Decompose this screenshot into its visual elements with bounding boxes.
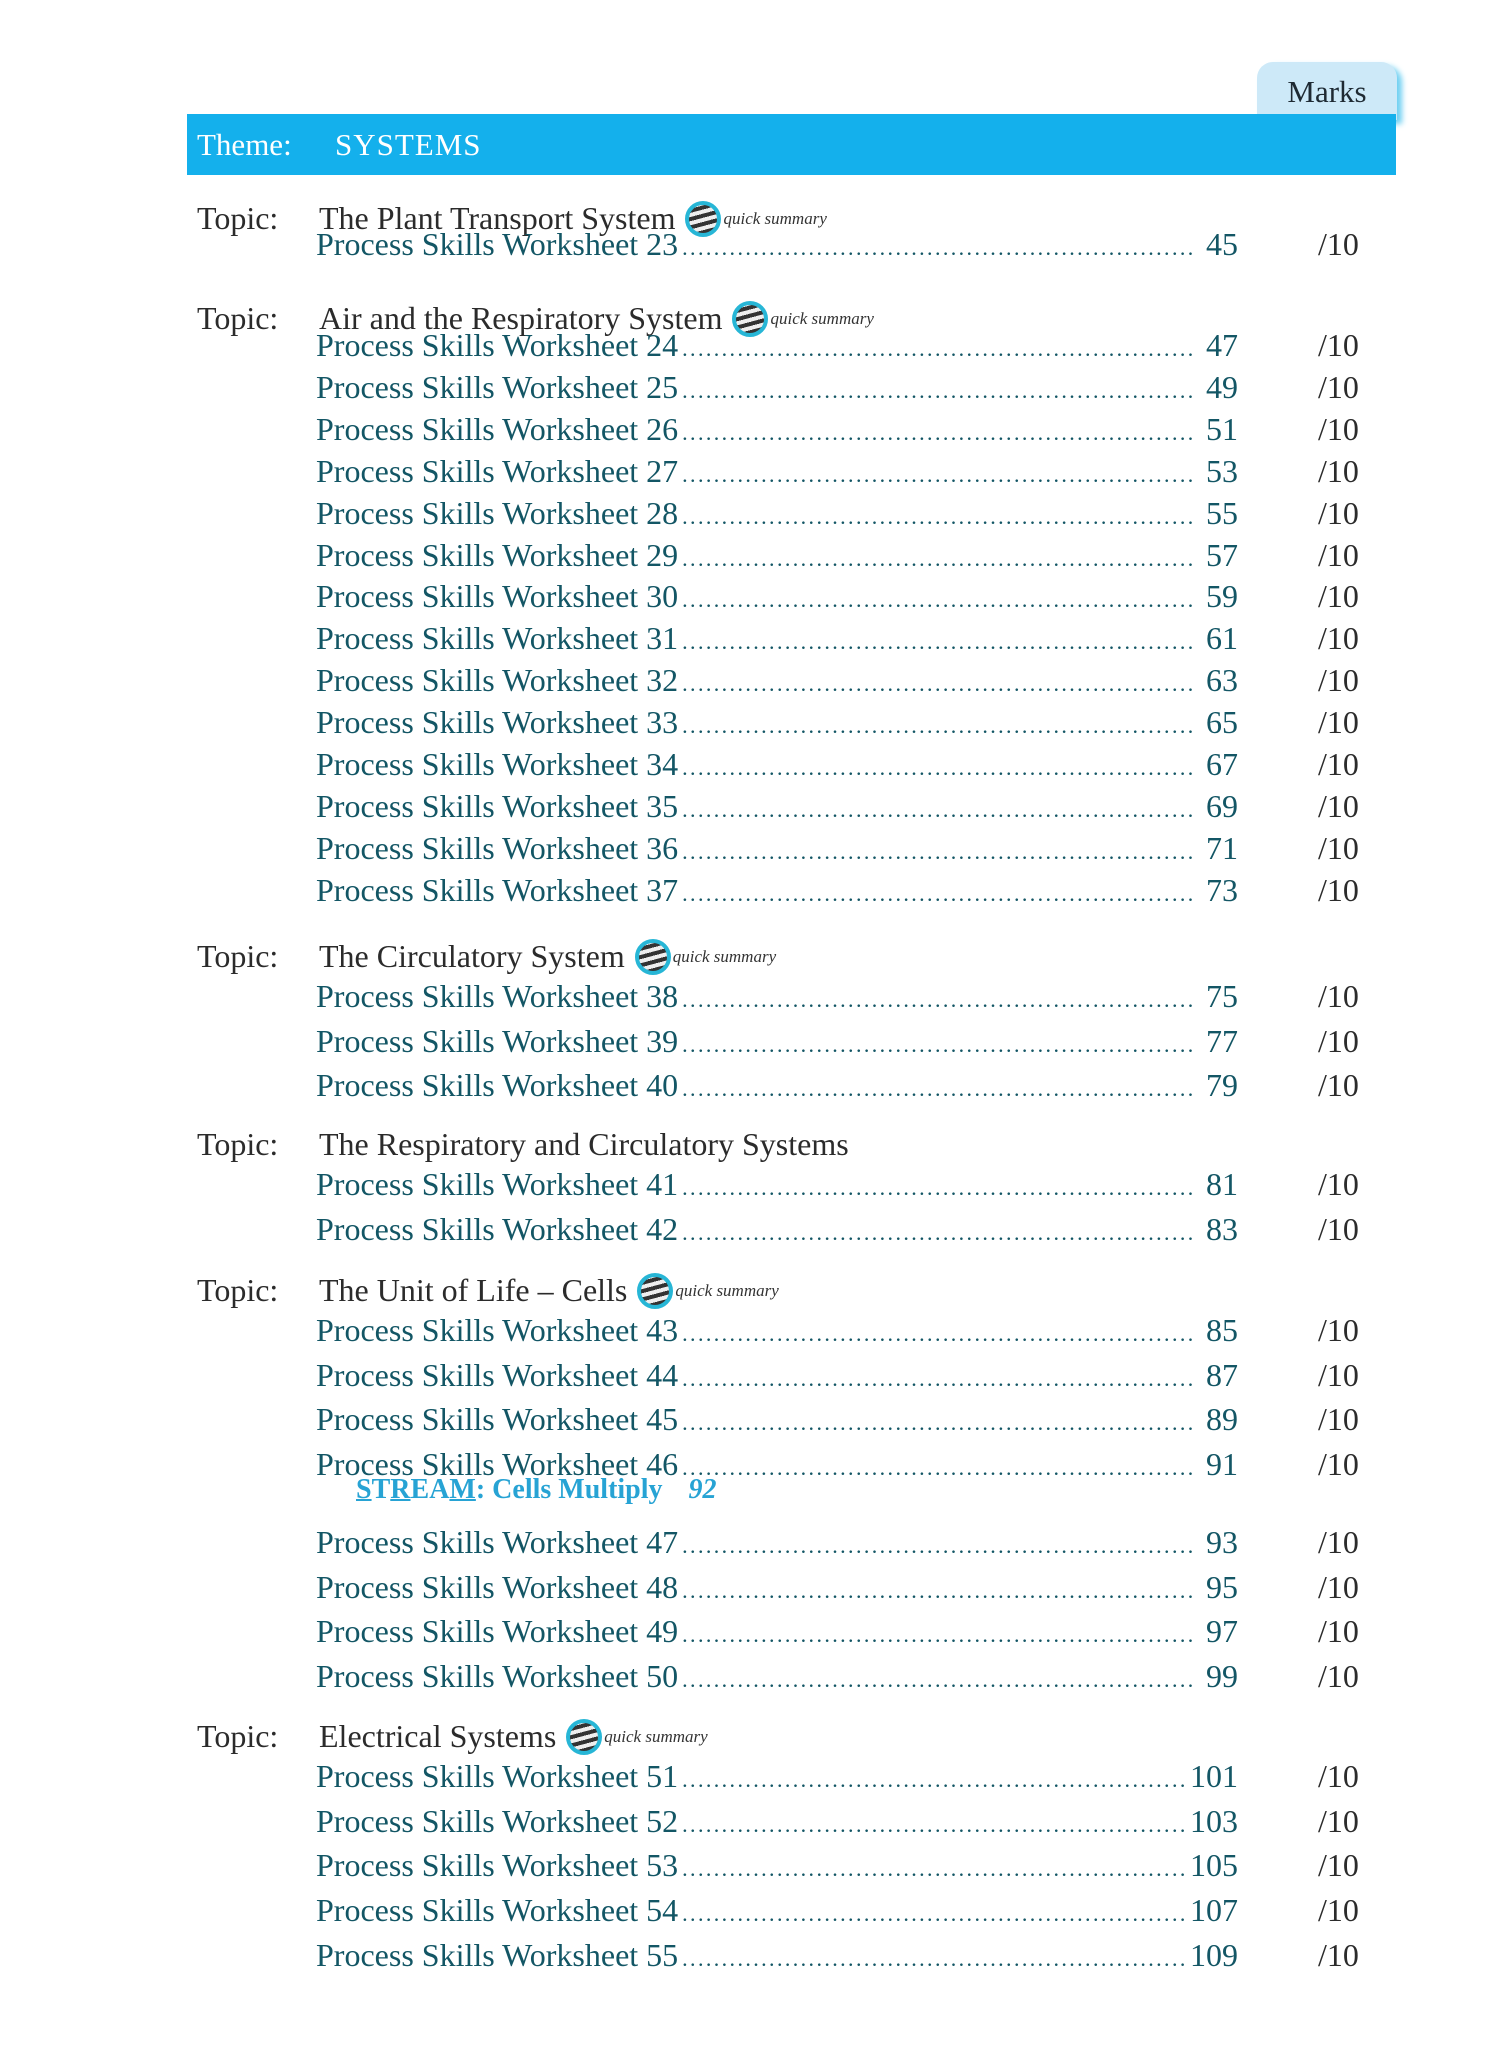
marks-field: /10 (1318, 1523, 1359, 1560)
stream-letter: E (410, 1474, 430, 1505)
worksheet-page-number: 99 (1206, 1657, 1238, 1694)
worksheet-entry[interactable] (316, 327, 1238, 367)
marks-field: /10 (1318, 620, 1359, 657)
topic-label: Topic: (197, 300, 279, 336)
marks-field: /10 (1318, 704, 1359, 741)
marks-field: /10 (1318, 494, 1359, 531)
dot-leader (682, 235, 1194, 261)
worksheet-entry[interactable] (316, 1758, 1238, 1798)
worksheet-page-number: 87 (1206, 1356, 1238, 1393)
topic-label: Topic: (197, 938, 279, 974)
dot-leader (682, 1175, 1194, 1201)
worksheet-title: Process Skills Worksheet 46 (316, 1446, 679, 1483)
worksheet-entry[interactable] (316, 1613, 1238, 1653)
quick-summary-label: quick summary (604, 1726, 708, 1746)
theme-label: Theme: (197, 127, 292, 162)
worksheet-title: Process Skills Worksheet 36 (316, 829, 679, 866)
worksheet-title: Process Skills Worksheet 43 (316, 1312, 679, 1348)
worksheet-entry[interactable] (316, 1211, 1238, 1251)
marks-field: /10 (1318, 1312, 1359, 1348)
worksheet-title: Process Skills Worksheet 35 (316, 787, 679, 824)
worksheet-entry[interactable] (316, 1569, 1238, 1609)
worksheet-title: Process Skills Worksheet 28 (316, 494, 679, 531)
topic-label: Topic: (197, 1126, 279, 1162)
worksheet-title: Process Skills Worksheet 42 (316, 1211, 679, 1247)
worksheet-page-number: 47 (1206, 327, 1238, 363)
worksheet-page-number: 59 (1206, 578, 1238, 615)
worksheet-entry[interactable] (316, 1524, 1238, 1564)
dot-leader (682, 378, 1194, 404)
worksheet-title: Process Skills Worksheet 44 (316, 1356, 679, 1393)
stream-letter: A (429, 1474, 450, 1505)
worksheet-title: Process Skills Worksheet 55 (316, 1936, 679, 1973)
quick-summary-icon (566, 1719, 602, 1755)
marks-field: /10 (1318, 1211, 1359, 1247)
worksheet-title: Process Skills Worksheet 32 (316, 662, 679, 699)
dot-leader (682, 1366, 1194, 1392)
worksheet-title: Process Skills Worksheet 34 (316, 746, 679, 782)
worksheet-entry[interactable] (316, 1357, 1238, 1397)
quick-summary-link[interactable] (635, 939, 776, 975)
stream-letter: S (356, 1474, 372, 1505)
marks-column-header (1257, 62, 1397, 120)
worksheet-page-number: 61 (1206, 620, 1238, 657)
worksheet-title: Process Skills Worksheet 51 (316, 1758, 679, 1794)
worksheet-entry[interactable] (316, 1312, 1238, 1352)
marks-field: /10 (1318, 1166, 1359, 1202)
topic-title: The Respiratory and Circulatory Systems (319, 1126, 849, 1162)
marks-field: /10 (1318, 1067, 1359, 1104)
marks-label: Marks (1287, 74, 1367, 109)
dot-leader (682, 881, 1194, 907)
dot-leader (682, 1667, 1194, 1693)
theme-title: SYSTEMS (335, 127, 482, 162)
marks-field: /10 (1318, 662, 1359, 699)
quick-summary-label: quick summary (723, 208, 827, 228)
marks-field: /10 (1318, 871, 1359, 908)
worksheet-entry[interactable] (316, 746, 1238, 786)
worksheet-entry[interactable] (316, 226, 1238, 266)
worksheet-title: Process Skills Worksheet 39 (316, 1022, 679, 1059)
marks-field: /10 (1318, 578, 1359, 615)
marks-field: /10 (1318, 1847, 1359, 1884)
worksheet-entry[interactable] (316, 704, 1238, 744)
dot-leader (682, 420, 1194, 446)
marks-field: /10 (1318, 1613, 1359, 1650)
topic-title: The Circulatory System (319, 938, 625, 974)
worksheet-page-number: 49 (1206, 368, 1238, 405)
worksheet-page-number: 81 (1206, 1166, 1238, 1202)
topic-title: Electrical Systems (319, 1718, 557, 1754)
dot-leader (682, 1901, 1186, 1927)
marks-field: /10 (1318, 536, 1359, 573)
dot-leader (682, 797, 1194, 823)
worksheet-entry[interactable] (316, 1401, 1238, 1441)
worksheet-page-number: 55 (1206, 494, 1238, 531)
worksheet-entry[interactable] (316, 411, 1238, 451)
topic-title: The Unit of Life – Cells (319, 1272, 628, 1308)
worksheet-title: Process Skills Worksheet 24 (316, 327, 679, 363)
stream-page-number: 92 (688, 1474, 717, 1505)
worksheet-title: Process Skills Worksheet 27 (316, 452, 679, 489)
worksheet-page-number: 97 (1206, 1613, 1238, 1650)
dot-leader (682, 629, 1194, 655)
worksheet-page-number: 93 (1206, 1523, 1238, 1560)
worksheet-title: Process Skills Worksheet 30 (316, 578, 679, 615)
worksheet-page-number: 107 (1190, 1892, 1238, 1929)
quick-summary-label: quick summary (675, 1280, 779, 1300)
worksheet-title: Process Skills Worksheet 47 (316, 1523, 679, 1560)
topic-label: Topic: (197, 200, 279, 236)
dot-leader (682, 546, 1194, 572)
marks-field: /10 (1318, 829, 1359, 866)
worksheet-entry[interactable] (316, 872, 1238, 912)
stream-letter: M (449, 1474, 476, 1505)
worksheet-entry[interactable] (316, 537, 1238, 577)
worksheet-page-number: 85 (1206, 1312, 1238, 1348)
topic-title: Air and the Respiratory System (319, 300, 723, 336)
quick-summary-icon (637, 1273, 673, 1309)
marks-field: /10 (1318, 327, 1359, 363)
marks-field: /10 (1318, 226, 1359, 262)
dot-leader (682, 1533, 1194, 1559)
worksheet-page-number: 75 (1206, 978, 1238, 1014)
worksheet-page-number: 51 (1206, 410, 1238, 447)
marks-field: /10 (1318, 1022, 1359, 1059)
marks-field: /10 (1318, 1936, 1359, 1973)
worksheet-page-number: 101 (1190, 1758, 1238, 1794)
worksheet-page-number: 63 (1206, 662, 1238, 699)
quick-summary-link[interactable] (566, 1719, 707, 1755)
dot-leader (682, 1812, 1186, 1838)
marks-field: /10 (1318, 410, 1359, 447)
stream-letter: R (390, 1474, 411, 1505)
worksheet-title: Process Skills Worksheet 41 (316, 1166, 679, 1202)
worksheet-title: Process Skills Worksheet 50 (316, 1657, 679, 1694)
worksheet-title: Process Skills Worksheet 48 (316, 1568, 679, 1605)
worksheet-entry[interactable] (316, 369, 1238, 409)
dot-leader (682, 1410, 1194, 1436)
dot-leader (682, 336, 1194, 362)
dot-leader (682, 1076, 1194, 1102)
worksheet-title: Process Skills Worksheet 26 (316, 410, 679, 447)
worksheet-page-number: 77 (1206, 1022, 1238, 1059)
worksheet-title: Process Skills Worksheet 31 (316, 620, 679, 657)
dot-leader (682, 587, 1194, 613)
worksheet-title: Process Skills Worksheet 53 (316, 1847, 679, 1884)
worksheet-title: Process Skills Worksheet 37 (316, 871, 679, 908)
dot-leader (682, 839, 1194, 865)
worksheet-page-number: 69 (1206, 787, 1238, 824)
dot-leader (682, 462, 1194, 488)
worksheet-page-number: 103 (1190, 1802, 1238, 1839)
worksheet-page-number: 109 (1190, 1936, 1238, 1973)
worksheet-page-number: 89 (1206, 1401, 1238, 1438)
stream-acronym (356, 1474, 476, 1505)
worksheet-entry[interactable] (316, 1847, 1238, 1887)
dot-leader (682, 1321, 1194, 1347)
dot-leader (682, 1220, 1194, 1246)
worksheet-page-number: 45 (1206, 226, 1238, 262)
worksheet-page-number: 73 (1206, 871, 1238, 908)
topic-title: The Plant Transport System (319, 200, 676, 236)
worksheet-page-number: 71 (1206, 829, 1238, 866)
marks-field: /10 (1318, 452, 1359, 489)
worksheet-page-number: 57 (1206, 536, 1238, 573)
stream-letter: T (371, 1474, 391, 1505)
worksheet-title: Process Skills Worksheet 45 (316, 1401, 679, 1438)
worksheet-page-number: 65 (1206, 704, 1238, 741)
dot-leader (682, 504, 1194, 530)
worksheet-page-number: 83 (1206, 1211, 1238, 1247)
dot-leader (682, 1767, 1186, 1793)
worksheet-page-number: 53 (1206, 452, 1238, 489)
marks-field: /10 (1318, 787, 1359, 824)
marks-field: /10 (1318, 1401, 1359, 1438)
quick-summary-label: quick summary (672, 946, 777, 966)
worksheet-entry[interactable] (316, 1937, 1238, 1977)
quick-summary-icon (635, 939, 671, 975)
marks-field: /10 (1318, 746, 1359, 782)
worksheet-entry[interactable] (316, 978, 1238, 1018)
marks-field: /10 (1318, 1802, 1359, 1839)
worksheet-entry[interactable] (316, 1803, 1238, 1843)
worksheet-title: Process Skills Worksheet 40 (316, 1067, 679, 1104)
dot-leader (682, 987, 1194, 1013)
quick-summary-link[interactable] (637, 1273, 778, 1309)
worksheet-entry[interactable] (316, 578, 1238, 618)
worksheet-entry[interactable] (316, 1892, 1238, 1932)
topic-label: Topic: (197, 1272, 279, 1308)
worksheet-page-number: 79 (1206, 1067, 1238, 1104)
worksheet-title: Process Skills Worksheet 54 (316, 1892, 679, 1929)
marks-field: /10 (1318, 1356, 1359, 1393)
worksheet-entry[interactable] (316, 830, 1238, 870)
dot-leader (682, 1622, 1194, 1648)
worksheet-entry[interactable] (316, 620, 1238, 660)
worksheet-entry[interactable] (316, 1658, 1238, 1698)
marks-field: /10 (1318, 1758, 1359, 1794)
worksheet-title: Process Skills Worksheet 49 (316, 1613, 679, 1650)
worksheet-entry[interactable] (316, 1067, 1238, 1107)
worksheet-entry[interactable] (316, 453, 1238, 493)
worksheet-page-number: 67 (1206, 746, 1238, 782)
marks-field: /10 (1318, 978, 1359, 1014)
worksheet-entry[interactable] (316, 1023, 1238, 1063)
dot-leader (682, 1032, 1194, 1058)
theme-banner (187, 114, 1396, 175)
marks-field: /10 (1318, 368, 1359, 405)
worksheet-entry[interactable] (316, 788, 1238, 828)
worksheet-title: Process Skills Worksheet 25 (316, 368, 679, 405)
worksheet-title: Process Skills Worksheet 29 (316, 536, 679, 573)
worksheet-entry[interactable] (316, 1166, 1238, 1206)
marks-field: /10 (1318, 1568, 1359, 1605)
worksheet-title: Process Skills Worksheet 33 (316, 704, 679, 741)
worksheet-entry[interactable] (316, 662, 1238, 702)
worksheet-title: Process Skills Worksheet 23 (316, 226, 679, 262)
quick-summary-label: quick summary (770, 308, 874, 328)
marks-field: /10 (1318, 1657, 1359, 1694)
dot-leader (682, 1856, 1186, 1882)
dot-leader (682, 713, 1194, 739)
dot-leader (682, 1455, 1194, 1481)
worksheet-entry[interactable] (316, 495, 1238, 535)
marks-field: /10 (1318, 1892, 1359, 1929)
dot-leader (682, 755, 1194, 781)
worksheet-title: Process Skills Worksheet 38 (316, 978, 679, 1014)
worksheet-page-number: 91 (1206, 1446, 1238, 1483)
dot-leader (682, 1946, 1186, 1972)
stream-title: : Cells Multiply (475, 1474, 663, 1505)
dot-leader (682, 671, 1194, 697)
worksheet-page-number: 105 (1190, 1847, 1238, 1884)
dot-leader (682, 1578, 1194, 1604)
marks-field: /10 (1318, 1446, 1359, 1483)
worksheet-page-number: 95 (1206, 1568, 1238, 1605)
stream-activity-link[interactable] (356, 1474, 717, 1506)
topic-label: Topic: (197, 1718, 279, 1754)
worksheet-title: Process Skills Worksheet 52 (316, 1802, 679, 1839)
